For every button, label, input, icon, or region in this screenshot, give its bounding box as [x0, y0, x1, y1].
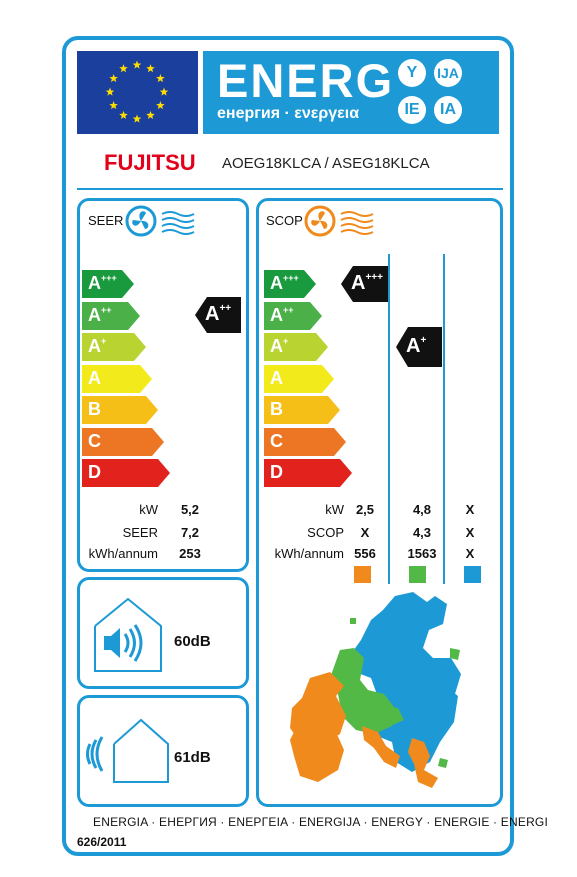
eu-star-icon — [119, 64, 128, 72]
warm-climate-swatch — [354, 566, 371, 583]
seer-class-label: B — [88, 399, 101, 419]
eu-star-icon — [160, 88, 169, 96]
scop-row-value: X — [465, 546, 475, 561]
eu-star-icon — [156, 101, 165, 109]
lang-circle: Y — [398, 59, 426, 87]
scop-class-label: A+ — [270, 336, 289, 356]
scop-average-rating-text: A+ — [406, 335, 427, 357]
seer-row-value: 5,2 — [180, 502, 200, 517]
scop-class-bar — [264, 428, 346, 456]
scop-class-bar — [264, 365, 334, 393]
seer-row-value: 253 — [179, 546, 201, 561]
seer-class-bar — [82, 302, 140, 330]
eu-star-icon — [109, 101, 118, 109]
eu-star-icon — [119, 111, 128, 119]
eu-star-icon — [156, 74, 165, 82]
energ-subtitle: енергия · ενεργεια — [217, 105, 360, 122]
lang-circle: IJA — [434, 59, 462, 87]
lang-circle: IA — [434, 96, 462, 124]
seer-row-label: SEER — [122, 525, 158, 540]
seer-class-label: A+ — [88, 336, 107, 356]
scop-row-value: X — [360, 525, 370, 540]
scop-class-bar — [264, 333, 328, 361]
indoor-noise-value: 60dB — [174, 633, 211, 650]
seer-row-label: kW — [139, 502, 158, 517]
regulation-number: 626/2011 — [77, 835, 127, 849]
scop-row-value: X — [465, 525, 475, 540]
seer-class-bar — [82, 396, 158, 424]
seer-class-bar — [82, 428, 164, 456]
scop-class-bar — [264, 270, 316, 298]
energy-header — [203, 51, 499, 134]
scop-row-value: 4,8 — [412, 502, 432, 517]
seer-class-label: C — [88, 430, 101, 451]
eu-star-icon — [133, 115, 142, 123]
outdoor-noise-value: 61dB — [174, 749, 211, 766]
seer-row-label: kWh/annum — [88, 546, 158, 561]
seer-class-bar — [82, 270, 134, 298]
eu-star-icon — [146, 64, 155, 72]
scop-class-label: C — [270, 430, 283, 451]
eu-star-icon — [106, 88, 115, 96]
scop-class-bar — [264, 459, 352, 487]
scop-row-label: kWh/annum — [274, 546, 344, 561]
seer-label: SEER — [88, 213, 124, 228]
eu-stars-icon — [77, 51, 198, 134]
lang-circle: IE — [398, 96, 426, 124]
scop-row-value: 556 — [354, 546, 376, 561]
scop-class-bar — [264, 396, 340, 424]
energ-title: ENERG — [217, 54, 395, 107]
model-number: AOEG18KLCA / ASEG18KLCA — [222, 155, 430, 172]
scop-row-value: X — [465, 502, 475, 517]
scop-class-label: A — [270, 367, 283, 388]
scop-warm-rating-text: A+++ — [351, 272, 383, 294]
scop-class-label: A++ — [270, 304, 294, 325]
seer-row-value: 7,2 — [180, 525, 200, 540]
cooling-fan-icon — [124, 204, 204, 238]
indoor-noise-icon — [92, 596, 164, 674]
seer-class-bar — [82, 365, 152, 393]
seer-rating-text: A++ — [205, 303, 232, 325]
scop-row-value: 4,3 — [412, 525, 432, 540]
scop-row-label: kW — [325, 502, 344, 517]
seer-rating-arrow — [195, 297, 241, 333]
column-divider — [388, 254, 390, 584]
cold-climate-swatch — [464, 566, 481, 583]
scop-class-label: A+++ — [270, 273, 299, 293]
eu-star-icon — [109, 74, 118, 82]
heating-fan-icon — [303, 204, 383, 238]
seer-class-bar — [82, 333, 146, 361]
eu-star-icon — [146, 111, 155, 119]
seer-class-bar — [82, 459, 170, 487]
scop-average-rating-arrow — [396, 327, 442, 363]
scop-row-value: 2,5 — [355, 502, 375, 517]
seer-class-label: A — [88, 367, 101, 388]
scop-class-label: D — [270, 462, 283, 482]
seer-class-label: D — [88, 462, 101, 482]
outdoor-noise-icon — [84, 716, 170, 786]
eu-flag — [77, 51, 198, 134]
scop-class-label: B — [270, 399, 283, 419]
average-climate-swatch — [409, 566, 426, 583]
scop-row-value: 1563 — [407, 546, 437, 561]
scop-class-bar — [264, 302, 322, 330]
header-divider — [77, 188, 503, 190]
scop-warm-rating-arrow — [341, 266, 388, 302]
scop-label: SCOP — [266, 213, 303, 228]
column-divider — [443, 254, 445, 584]
eu-star-icon — [133, 61, 142, 69]
footer-languages: ENERGIA · ЕНЕРГИЯ · ΕΝΕΡΓΕΙΑ · ENERGIJA · ENERGY · ENERGIE · ENERGI — [93, 815, 548, 829]
seer-class-label: A++ — [88, 304, 112, 325]
europe-climate-map — [290, 588, 470, 798]
brand-logo: FUJITSU — [104, 150, 196, 175]
seer-class-label: A+++ — [88, 273, 117, 293]
scop-row-label: SCOP — [307, 525, 344, 540]
